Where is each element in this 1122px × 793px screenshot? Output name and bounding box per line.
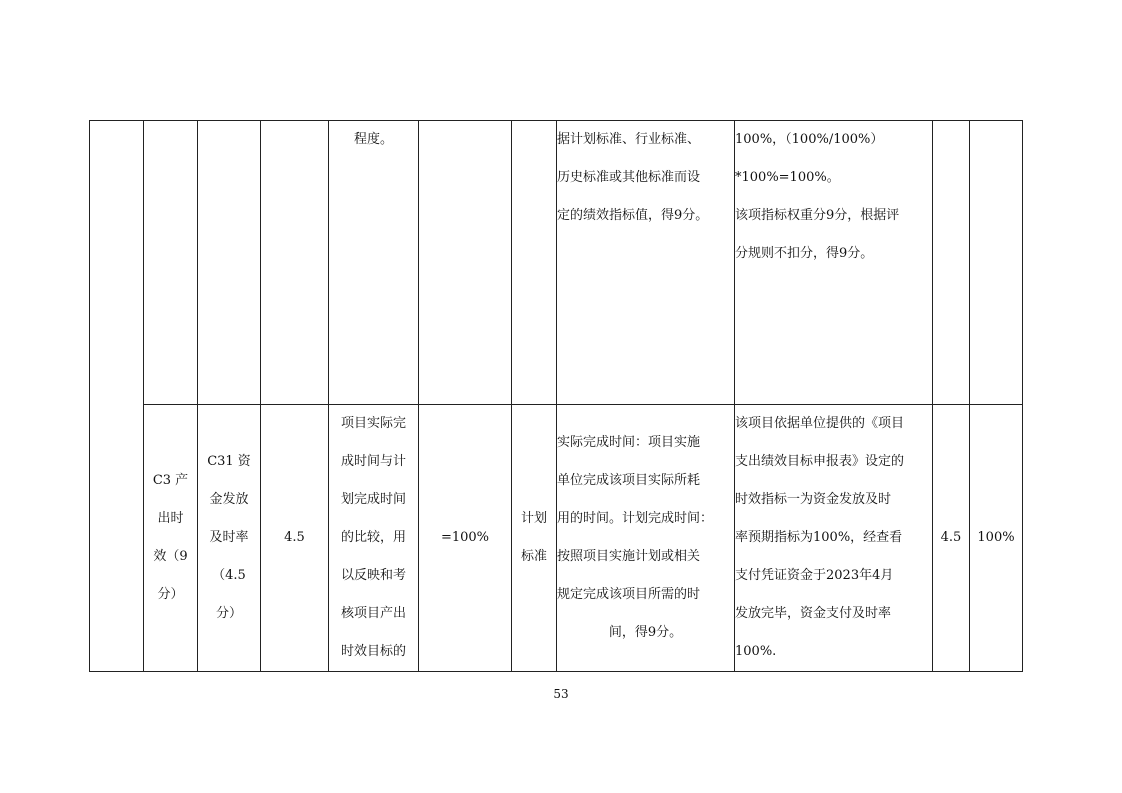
score-cell (933, 405, 970, 672)
level2-cell (198, 405, 261, 672)
criteria-line: 据计划标准、行业标准、 (557, 132, 701, 147)
metric-line: 成时间与计 (340, 454, 406, 469)
rate-cell (970, 405, 1023, 672)
page-number: 53 (553, 687, 569, 701)
analysis-line: 时效指标一为资金发放及时 (735, 492, 892, 507)
metric-line: 划完成时间 (340, 492, 406, 507)
level1-line: C3 产 (152, 473, 189, 488)
table-row (90, 405, 1023, 672)
table-row (90, 121, 1023, 405)
basis-cell (512, 121, 557, 405)
analysis-line: 支付凭证资金于2023年4月 (735, 568, 894, 583)
analysis-line: 分规则不扣分，得9分。 (735, 246, 874, 261)
criteria-line: 单位完成该项目实际所耗 (557, 473, 701, 488)
target-cell (419, 405, 512, 672)
level1-cell (144, 121, 198, 405)
metric-line: 项目实际完 (340, 416, 406, 431)
score-cell (933, 121, 970, 405)
analysis-cell (735, 405, 933, 672)
analysis-line: 率预期指标为100%，经查看 (735, 530, 903, 545)
criteria-line: 定的绩效指标值，得9分。 (557, 208, 709, 223)
criteria-line: 按照项目实施计划或相关 (557, 549, 701, 564)
blank-cell (90, 121, 144, 672)
level2-line: 金发放 (209, 492, 249, 507)
metric-line: 以反映和考 (340, 568, 406, 583)
level1-line: 出时 (157, 511, 184, 526)
rate-value: 100% (977, 530, 1015, 545)
level1-cell (144, 405, 198, 672)
criteria-cell (557, 405, 735, 672)
weight-cell (261, 121, 329, 405)
level2-line: （4.5 (212, 568, 246, 583)
level1-line: 分） (157, 587, 184, 602)
basis-cell (512, 405, 557, 672)
basis-line: 标准 (520, 549, 547, 564)
analysis-cell (735, 121, 933, 405)
metric-text: 程度。 (353, 132, 393, 147)
target-cell (419, 121, 512, 405)
level2-cell (198, 121, 261, 405)
target-value: =100% (440, 530, 490, 545)
metric-cell (329, 405, 419, 672)
criteria-line: 历史标准或其他标准而设 (557, 170, 701, 185)
weight-value: 4.5 (284, 530, 305, 545)
level2-line: 分） (215, 606, 242, 621)
analysis-line: 100%，（100%/100%） (735, 132, 884, 147)
evaluation-table (89, 120, 1023, 672)
analysis-line: 支出绩效目标申报表》设定的 (735, 454, 905, 469)
metric-line: 时效目标的 (340, 644, 406, 659)
criteria-line: 实际完成时间：项目实施 (557, 435, 701, 450)
analysis-line: 发放完毕，资金支付及时率 (735, 606, 892, 621)
analysis-line: *100%=100%。 (735, 170, 840, 185)
analysis-line: 100%. (735, 644, 777, 659)
level1-line: 效（9 (153, 549, 188, 564)
criteria-line: 间，得9分。 (608, 625, 683, 640)
criteria-line: 用的时间。计划完成时间： (557, 511, 714, 526)
rate-cell (970, 121, 1023, 405)
weight-cell (261, 405, 329, 672)
level2-line: 及时率 (209, 530, 249, 545)
score-value: 4.5 (940, 530, 962, 545)
metric-cell (329, 121, 419, 405)
analysis-line: 该项目依据单位提供的《项目 (735, 416, 905, 431)
metric-line: 核项目产出 (340, 606, 406, 621)
criteria-cell (557, 121, 735, 405)
criteria-line: 规定完成该项目所需的时 (557, 587, 701, 602)
basis-line: 计划 (520, 511, 547, 526)
level2-line: C31 资 (207, 454, 251, 469)
analysis-line: 该项指标权重分9分，根据评 (735, 208, 900, 223)
metric-line: 的比较，用 (340, 530, 406, 545)
